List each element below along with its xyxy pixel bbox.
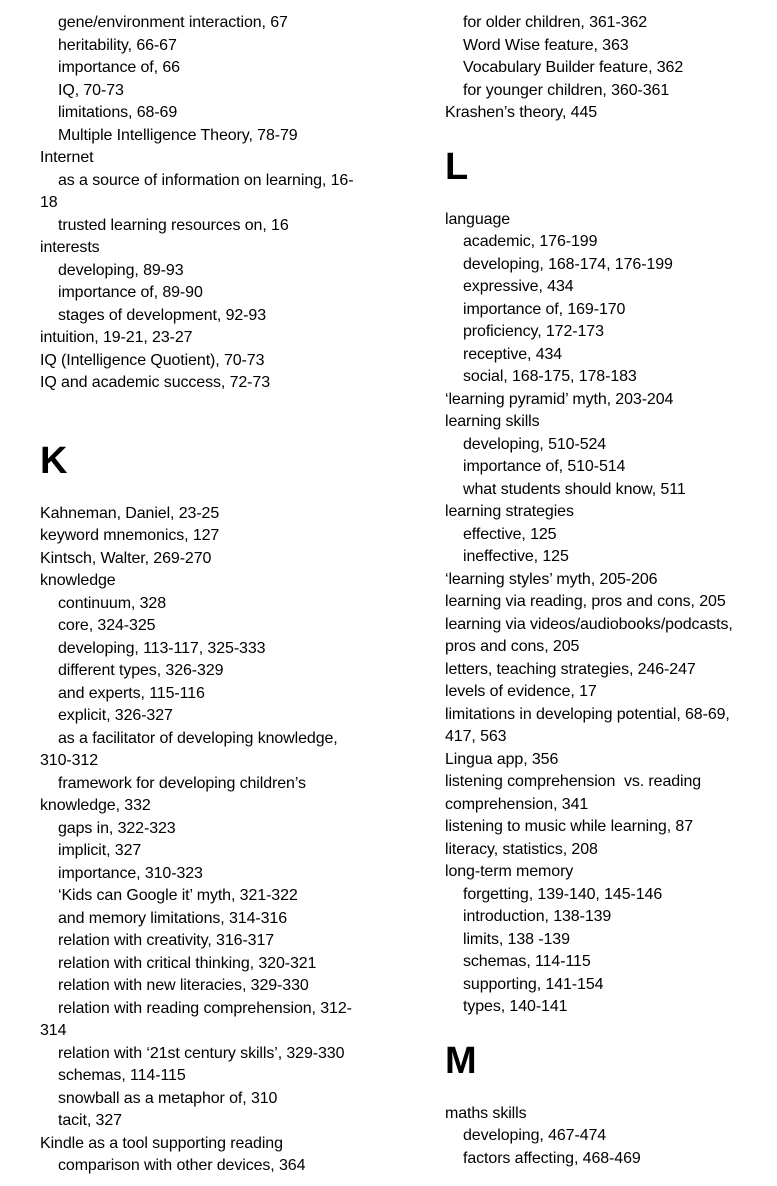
index-entry-line: developing, 510-524: [463, 435, 607, 453]
index-entry-line: maths skills: [445, 1104, 527, 1122]
index-entry-line: Multiple Intelligence Theory, 78-79: [58, 126, 298, 144]
index-entry-line: relation with reading comprehension, 312-: [58, 999, 352, 1017]
index-entry-line: comprehension, 341: [445, 795, 589, 813]
index-entry-line: developing, 113-117, 325-333: [58, 639, 266, 657]
index-section-heading: K: [40, 439, 68, 482]
index-entry-line: knowledge, 332: [40, 797, 151, 814]
index-section-heading: M: [445, 1039, 477, 1082]
index-entry-line: limits, 138 -139: [463, 930, 570, 948]
index-entry-line: Vocabulary Builder feature, 362: [463, 59, 684, 76]
index-entry-line: heritability, 66-67: [58, 36, 177, 54]
index-entry-line: ‘learning pyramid’ myth, 203-204: [445, 390, 674, 408]
index-entry-line: 314: [40, 1022, 67, 1039]
index-entry-line: 310-312: [40, 752, 99, 769]
index-entry-line: Word Wise feature, 363: [463, 36, 629, 54]
index-entry-line: importance of, 89-90: [58, 284, 203, 301]
index-column-right: [445, 12, 773, 1170]
index-entry-line: framework for developing children’s: [58, 774, 306, 792]
index-entry-line: ‘learning styles’ myth, 205-206: [445, 570, 658, 588]
index-entry-line: for younger children, 360-361: [463, 81, 670, 99]
index-entry-line: trusted learning resources on, 16: [58, 216, 289, 234]
index-entry-line: expressive, 434: [463, 278, 574, 295]
index-entry-line: 18: [40, 194, 58, 211]
index-entry-line: learning via reading, pros and cons, 205: [445, 593, 726, 610]
index-entry-line: relation with creativity, 316-317: [58, 932, 275, 949]
index-entry-line: IQ (Intelligence Quotient), 70-73: [40, 351, 265, 369]
index-entry-line: learning strategies: [445, 503, 574, 520]
index-column-left: [40, 12, 412, 1178]
index-entry-line: tacit, 327: [58, 1112, 122, 1129]
index-entry-line: comparison with other devices, 364: [58, 1157, 306, 1174]
index-entry-line: knowledge: [40, 572, 116, 589]
index-entry-line: ‘Kids can Google it’ myth, 321-322: [58, 887, 298, 904]
index-entry-line: factors affecting, 468-469: [463, 1149, 641, 1167]
index-entry-line: learning skills: [445, 413, 540, 430]
index-entry-line: Krashen’s theory, 445: [445, 104, 598, 121]
index-entry-line: literacy, statistics, 208: [445, 840, 598, 858]
index-section-heading: L: [445, 145, 469, 188]
index-entry-line: importance of, 169-170: [463, 300, 626, 318]
index-entry-line: and experts, 115-116: [58, 684, 205, 702]
index-entry-line: IQ, 70-73: [58, 81, 124, 99]
index-entry-line: stages of development, 92-93: [58, 306, 267, 324]
index-entry-line: Kintsch, Walter, 269-270: [40, 549, 212, 567]
index-entry-line: proficiency, 172-173: [463, 323, 604, 340]
index-entry-line: Lingua app, 356: [445, 750, 559, 768]
index-entry-line: importance of, 510-514: [463, 458, 626, 475]
index-entry-line: schemas, 114-115: [58, 1067, 186, 1084]
index-entries-block: [40, 503, 412, 1178]
index-entries-block: [445, 1103, 773, 1171]
index-entry-line: gaps in, 322-323: [58, 819, 176, 837]
index-entry-line: intuition, 19-21, 23-27: [40, 329, 193, 346]
index-entry-line: importance of, 66: [58, 59, 180, 76]
index-entry-line: as a source of information on learning, 16-: [58, 171, 354, 189]
index-entry-line: developing, 168-174, 176-199: [463, 255, 673, 273]
index-entry-line: Kahneman, Daniel, 23-25: [40, 504, 220, 522]
index-entry-line: listening comprehension vs. reading: [445, 773, 702, 790]
index-entry-line: interests: [40, 239, 100, 256]
index-entry-line: limitations in developing potential, 68-69,: [445, 705, 730, 723]
index-entries-block: [445, 209, 773, 1019]
index-entry-line: receptive, 434: [463, 345, 563, 363]
index-entry-line: different types, 326-329: [58, 662, 224, 679]
index-entry-line: limitations, 68-69: [58, 104, 178, 121]
index-entry-line: relation with critical thinking, 320-321: [58, 954, 317, 972]
index-entry-line: long-term memory: [445, 863, 574, 880]
index-entry-line: and memory limitations, 314-316: [58, 909, 288, 927]
index-entry-line: effective, 125: [463, 525, 557, 543]
index-entry-line: listening to music while learning, 87: [445, 818, 693, 835]
index-entry-line: core, 324-325: [58, 617, 156, 634]
index-entry-line: letters, teaching strategies, 246-247: [445, 660, 696, 678]
index-entry-line: explicit, 326-327: [58, 707, 173, 724]
index-entry-line: implicit, 327: [58, 842, 142, 859]
index-entry-line: schemas, 114-115: [463, 953, 591, 970]
index-entry-line: forgetting, 139-140, 145-146: [463, 885, 663, 903]
index-entry-line: academic, 176-199: [463, 233, 598, 250]
index-entry-line: developing, 467-474: [463, 1127, 607, 1144]
index-entry-line: for older children, 361-362: [463, 14, 648, 31]
index-entry-line: relation with ‘21st century skills’, 329-330: [58, 1044, 345, 1062]
index-entry-line: relation with new literacies, 329-330: [58, 977, 309, 994]
index-entry-line: keyword mnemonics, 127: [40, 527, 220, 544]
index-entry-line: Internet: [40, 149, 94, 166]
index-entries-block: [40, 12, 412, 395]
index-entry-line: levels of evidence, 17: [445, 683, 597, 700]
index-entries-block: [445, 12, 773, 125]
index-entry-line: IQ and academic success, 72-73: [40, 374, 271, 391]
index-entry-line: developing, 89-93: [58, 261, 184, 279]
index-entry-line: learning via videos/audiobooks/podcasts,: [445, 615, 733, 633]
index-entry-line: introduction, 138-139: [463, 908, 612, 925]
index-entry-line: language: [445, 210, 511, 228]
index-entry-line: ineffective, 125: [463, 548, 569, 565]
index-entry-line: pros and cons, 205: [445, 638, 580, 655]
index-entry-line: types, 140-141: [463, 998, 568, 1015]
index-entry-line: as a facilitator of developing knowledge,: [58, 729, 338, 747]
index-entry-line: snowball as a metaphor of, 310: [58, 1089, 278, 1107]
index-entry-line: continuum, 328: [58, 594, 167, 612]
index-entry-line: Kindle as a tool supporting reading: [40, 1134, 283, 1152]
index-entry-line: social, 168-175, 178-183: [463, 368, 637, 385]
index-entry-line: 417, 563: [445, 728, 507, 745]
index-entry-line: supporting, 141-154: [463, 975, 604, 993]
index-entry-line: what students should know, 511: [463, 480, 686, 498]
index-entry-line: gene/environment interaction, 67: [58, 14, 288, 31]
index-entry-line: importance, 310-323: [58, 864, 203, 882]
